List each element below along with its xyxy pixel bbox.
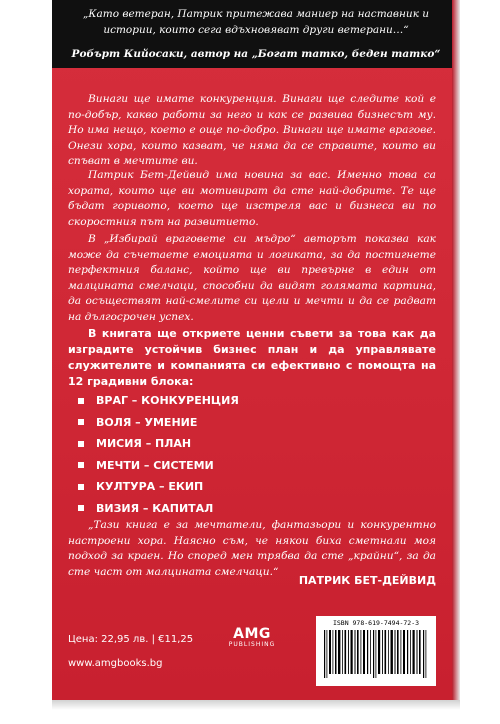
isbn-barcode: [316, 616, 436, 686]
description-paragraph-2: Патрик Бет-Дейвид има новина за вас. Именно това са хората, които ще ви мотивират да сте най-добрите. Те ще бъдат горивото, което ще изстреля вас и бизнеса ви по скоростния път на развитието.: [68, 169, 436, 228]
barcode-icon: [322, 630, 430, 678]
bullet-square-icon: [78, 484, 84, 490]
bullet-square-icon: [78, 419, 84, 425]
price-label: Цена: 22,95 лв. | €11,25: [68, 634, 194, 645]
author-signature: ПАТРИК БЕТ-ДЕЙВИД: [298, 574, 436, 587]
block-label: МЕЧТИ – СИСТЕМИ: [96, 458, 214, 472]
bullet-square-icon: [78, 462, 84, 468]
quote-band: [52, 0, 452, 68]
endorsement-author: Робърт Кийосаки, автор на „Богат татко, беден татко“: [71, 48, 441, 60]
book-back-cover: [52, 0, 452, 700]
list-item: [78, 455, 239, 477]
block-label: КУЛТУРА – ЕКИП: [96, 480, 204, 494]
book-page-edge: [452, 0, 460, 700]
blocks-intro: В книгата ще откриете ценни съвети за това как да изградите устойчив бизнес план и да управлявате служителите и компанията си ефективно с помощта на 12 градивни блока:: [68, 327, 436, 388]
description-paragraph-3: В „Избирай враговете си мъдро“ авторът показва как може да съчетаете емоцията и логиката, за да постигнете перфектния баланс, който ще ви превърне в един от малцината смелчаци, способни да видят голямата картина, да осъществят най-смелите си цели и мечти и да се радват на дългосрочен успех.: [68, 233, 436, 323]
isbn-number: ISBN 978-619-7494-72-3: [332, 619, 420, 627]
list-item: [78, 412, 239, 434]
block-label: ВОЛЯ – УМЕНИЕ: [96, 415, 198, 429]
publisher-logo: [220, 626, 284, 648]
block-label: ВРАГ – КОНКУРЕНЦИЯ: [96, 394, 239, 408]
endorsement-quote: „Като ветеран, Патрик притежава маниер на наставник и истории, които сега вдъхновяват други ветерани…“: [82, 8, 430, 36]
list-item: [78, 498, 239, 520]
bullet-square-icon: [78, 398, 84, 404]
author-quote: „Тази книга е за мечтатели, фантазьори и конкурентно настроени хора. Наясно съм, че някои биха сметнали моя подход за краен. Но според мен трябва да сте „крайни“, за да сте част от малцината смелчаци.“: [68, 519, 436, 578]
book-shadow: [52, 700, 460, 710]
website-link[interactable]: www.amgbooks.bg: [68, 658, 163, 669]
list-item: [78, 476, 239, 498]
publisher-sub: PUBLISHING: [228, 641, 276, 648]
list-item: [78, 390, 239, 412]
bullet-square-icon: [78, 505, 84, 511]
description-paragraph-1: Винаги ще имате конкуренция. Винаги ще следите кой е по-добър, какво работи за него и как се развива бизнесът му. Но има нещо, което е още по-добро. Винаги ще имате врагове. Онези хора, които казват, че няма да се справите, които ви спъват в мечтите ви.: [68, 93, 436, 167]
bullet-square-icon: [78, 441, 84, 447]
block-label: ВИЗИЯ – КАПИТАЛ: [96, 501, 214, 515]
list-item: [78, 433, 239, 455]
publisher-name: AMG: [233, 626, 271, 642]
block-label: МИСИЯ – ПЛАН: [96, 437, 192, 451]
building-blocks-list: [78, 390, 239, 519]
